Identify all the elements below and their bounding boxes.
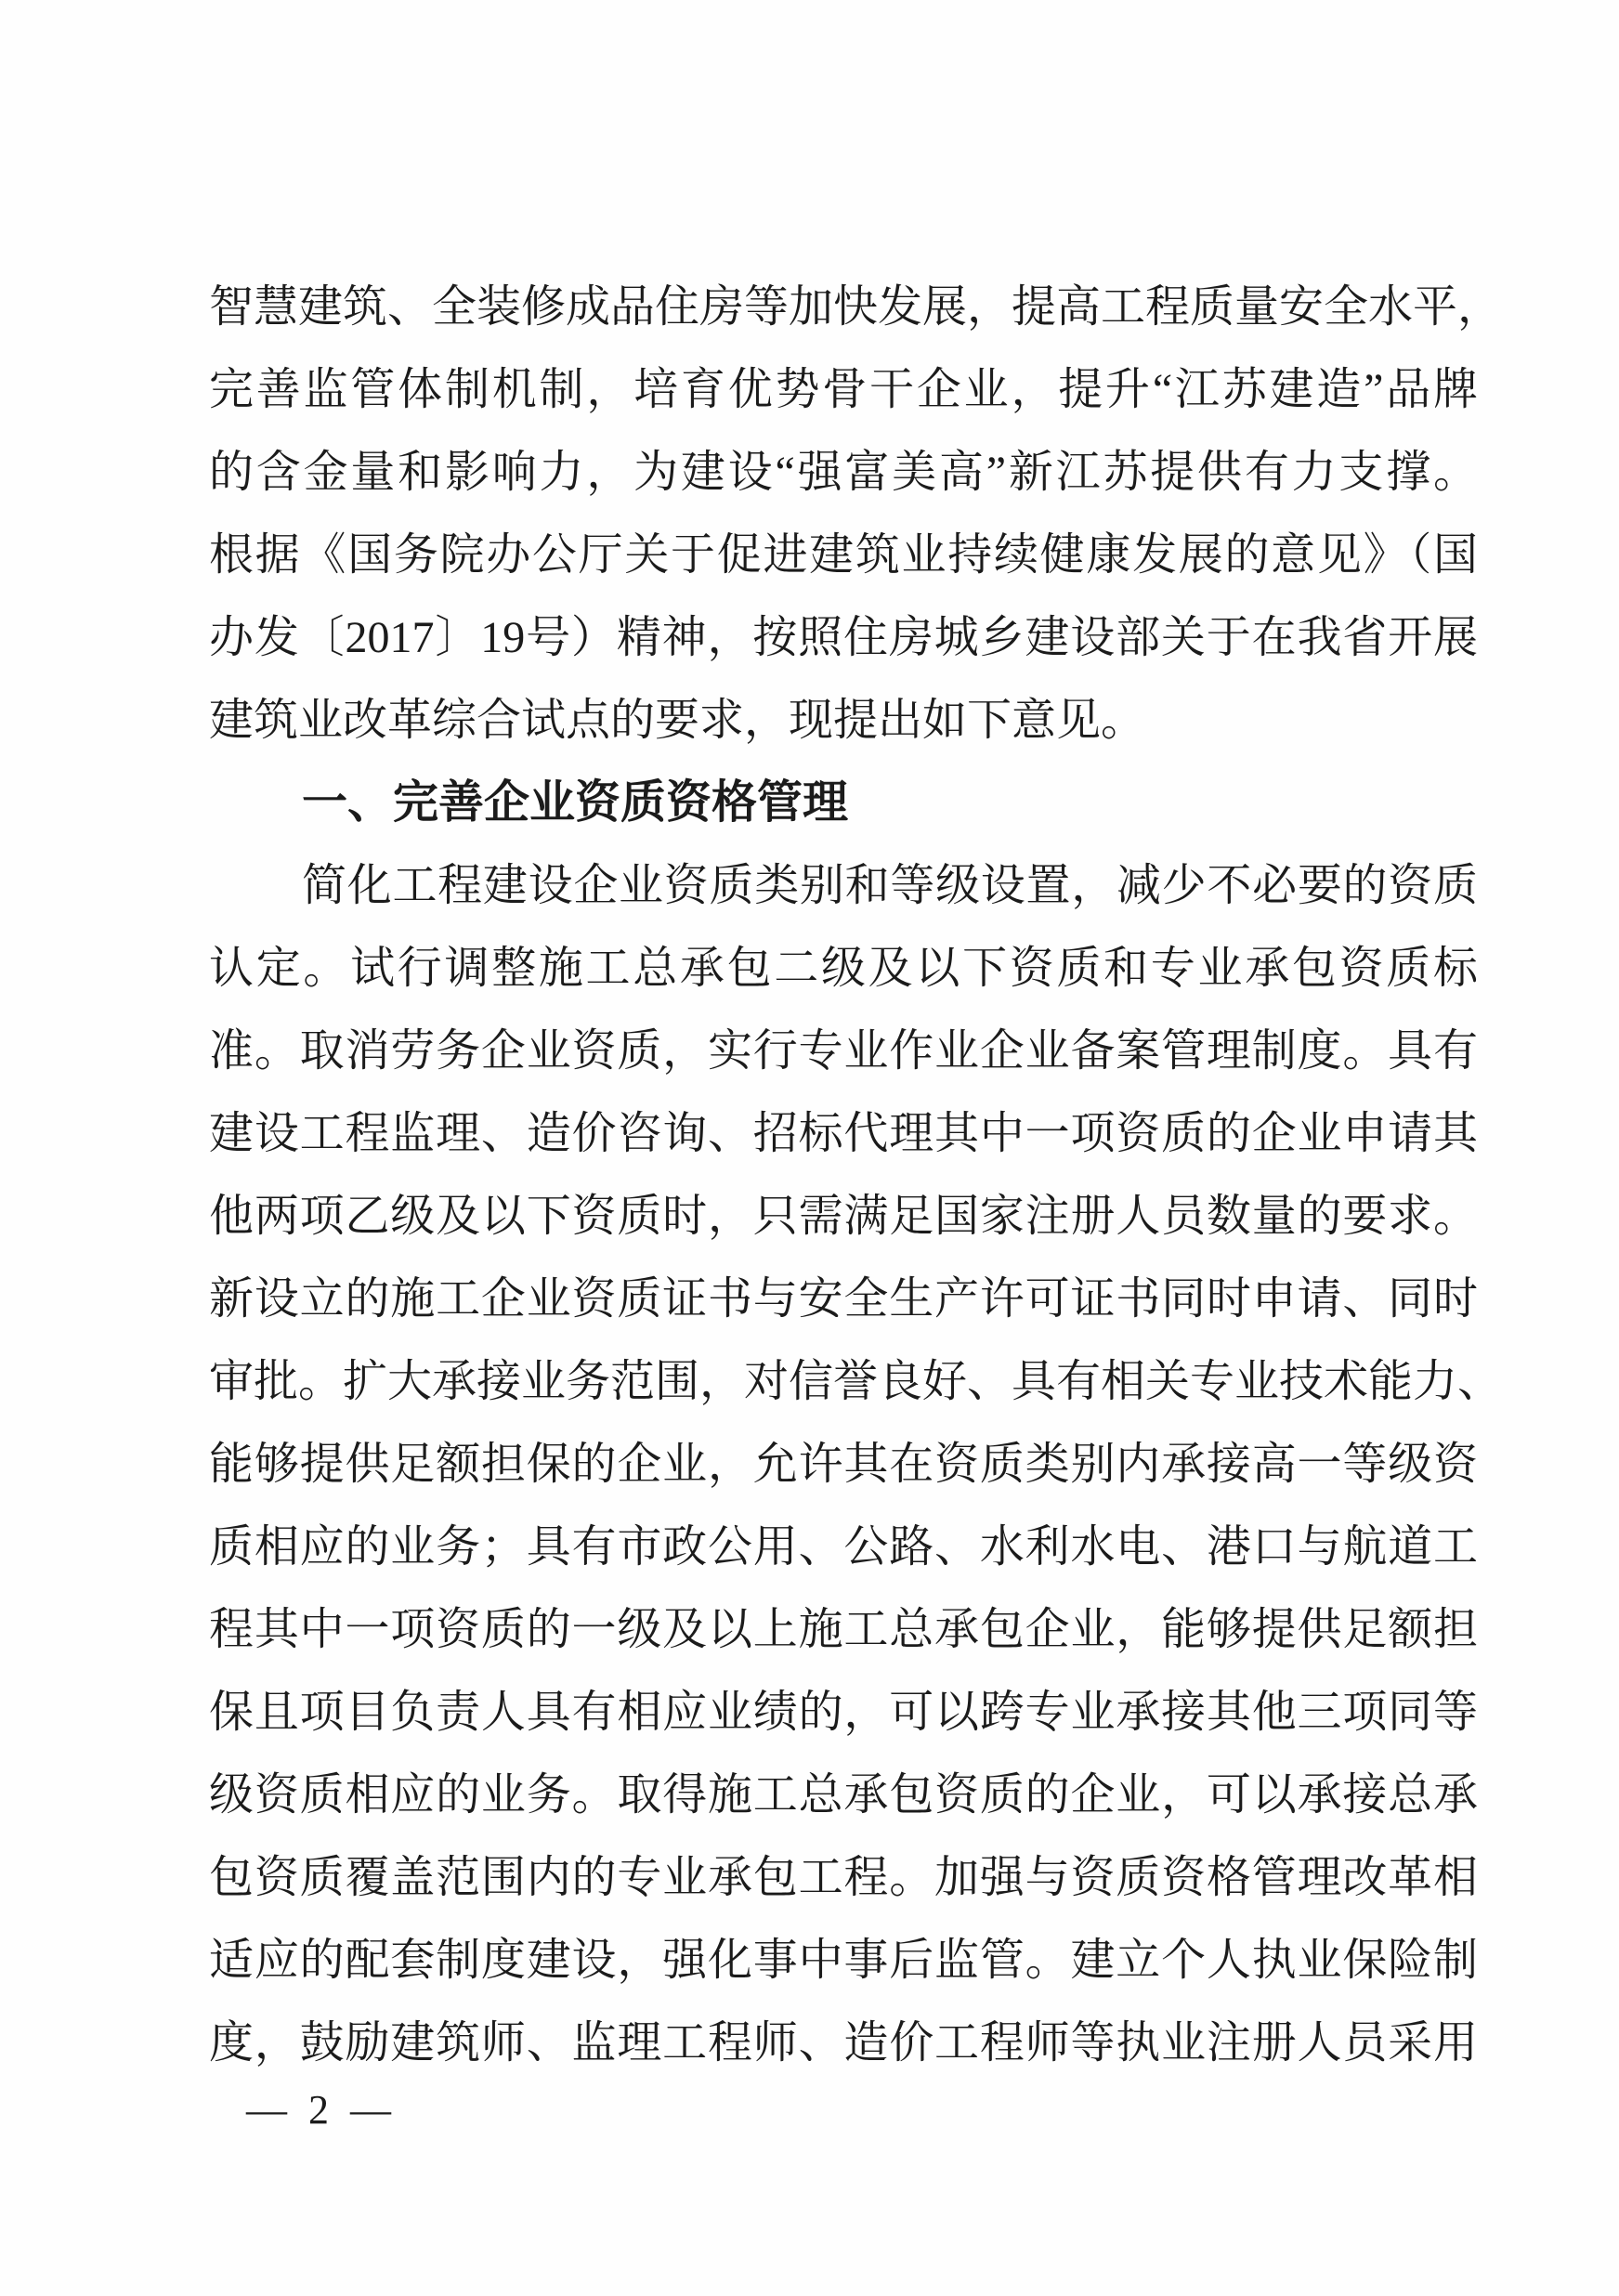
para1-line: 智慧建筑、全装修成品住房等加快发展，提高工程质量安全水平，	[209, 282, 1503, 332]
para2-line: 适应的配套制度建设，强化事中事后监管。建立个人执业保险制	[209, 1936, 1478, 1985]
para2-line: 度，鼓励建筑师、监理工程师、造价工程师等执业注册人员采用	[209, 2018, 1478, 2068]
para2-line: 简化工程建设企业资质类别和等级设置，减少不必要的资质	[302, 861, 1478, 910]
para1-line: 建筑业改革综合试点的要求，现提出如下意见。	[209, 696, 1146, 745]
para2-line: 能够提供足额担保的企业，允许其在资质类别内承接高一等级资	[209, 1440, 1478, 1489]
para2-line: 包资质覆盖范围内的专业承包工程。加强与资质资格管理改革相	[209, 1853, 1478, 1902]
para1-line: 的含金量和影响力，为建设“强富美高”新江苏提供有力支撑。	[209, 448, 1478, 497]
para1-line: 根据《国务院办公厅关于促进建筑业持续健康发展的意见》（国	[209, 530, 1478, 580]
para2-line: 新设立的施工企业资质证书与安全生产许可证书同时申请、同时	[209, 1274, 1478, 1324]
para2-line: 保且项目负责人具有相应业绩的，可以跨专业承接其他三项同等	[209, 1688, 1478, 1737]
para1-line: 完善监管体制机制，培育优势骨干企业，提升“江苏建造”品牌	[209, 365, 1478, 414]
page-number: — 2 —	[246, 2087, 397, 2133]
para2-line: 建设工程监理、造价咨询、招标代理其中一项资质的企业申请其	[209, 1109, 1478, 1158]
text-block	[209, 266, 1503, 2084]
para2-line: 准。取消劳务企业资质，实行专业作业企业备案管理制度。具有	[209, 1026, 1478, 1076]
para1-line: 办发〔2017〕19号）精神，按照住房城乡建设部关于在我省开展	[209, 613, 1478, 662]
para2-line: 质相应的业务；具有市政公用、公路、水利水电、港口与航道工	[209, 1522, 1478, 1572]
para2-line: 级资质相应的业务。取得施工总承包资质的企业，可以承接总承	[209, 1770, 1478, 1820]
para2-line: 他两项乙级及以下资质时，只需满足国家注册人员数量的要求。	[209, 1192, 1478, 1241]
para2-line: 审批。扩大承接业务范围，对信誉良好、具有相关专业技术能力、	[209, 1357, 1503, 1406]
section-heading: 一、完善企业资质资格管理	[302, 777, 849, 828]
para2-line: 程其中一项资质的一级及以上施工总承包企业，能够提供足额担	[209, 1605, 1478, 1654]
para2-line: 认定。试行调整施工总承包二级及以下资质和专业承包资质标	[209, 944, 1478, 993]
